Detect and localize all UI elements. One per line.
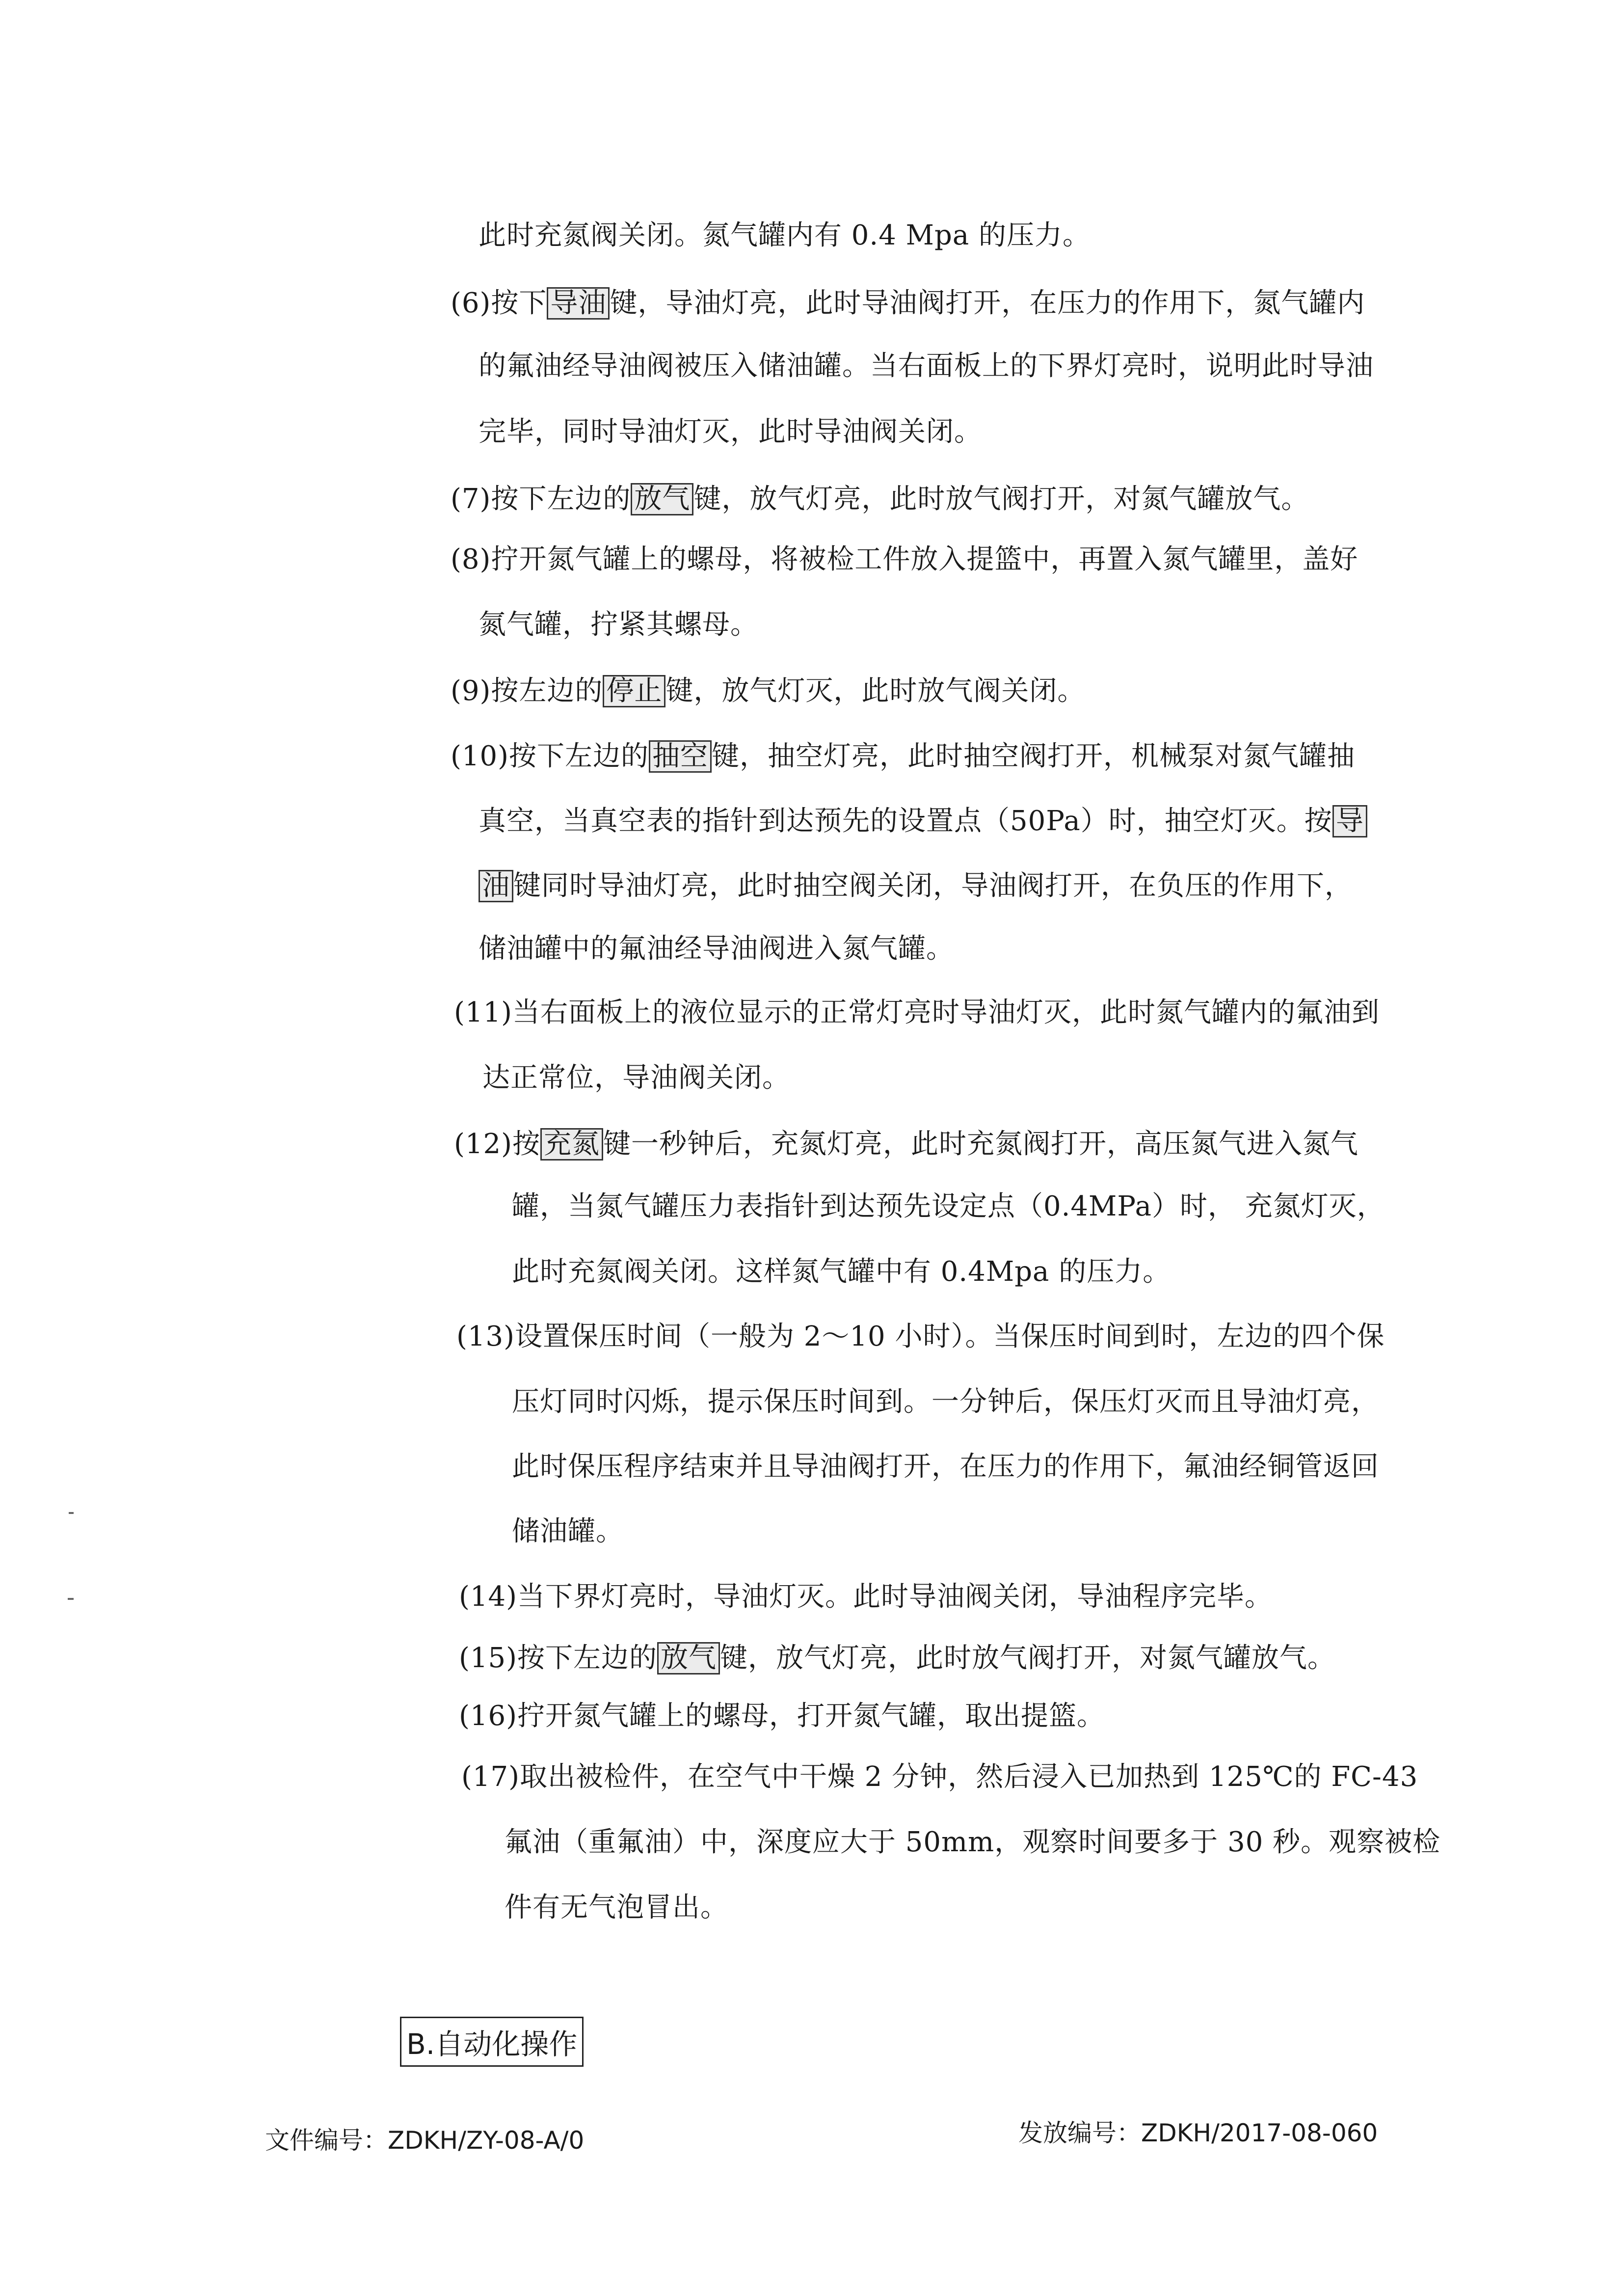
text-line: 氮气罐，拧紧其螺母。 xyxy=(479,609,758,641)
item-number: (7) xyxy=(451,483,491,515)
key-label-vent: 放气 xyxy=(631,483,693,515)
text: 按下 xyxy=(491,287,547,319)
list-item-7 xyxy=(451,483,1309,515)
key-label-guide-oil-part2: 油 xyxy=(479,870,513,902)
text: 键同时导油灯亮，此时抽空阀关闭，导油阀打开，在负压的作用下， xyxy=(513,870,1353,902)
item-number: (9) xyxy=(451,675,491,707)
key-label-nitrogen-fill: 充氮 xyxy=(540,1128,603,1161)
list-item-14 xyxy=(459,1583,1273,1611)
text-line: 此时保压程序结束并且导油阀打开，在压力的作用下，氟油经铜管返回 xyxy=(512,1451,1379,1483)
text-line xyxy=(479,805,1367,837)
text: 取出被检件，在空气中干燥 2 分钟，然后浸入已加热到 125℃的 FC-43 xyxy=(519,1761,1418,1793)
text-line: 的氟油经导油阀被压入储油罐。当右面板上的下界灯亮时，说明此时导油 xyxy=(479,350,1374,382)
list-item-8 xyxy=(451,543,1358,575)
text: 真空，当真空表的指针到达预先的设置点（50Pa）时，抽空灯灭。按 xyxy=(479,805,1332,837)
footer-file-number: 文件编号：ZDKH/ZY-08-A/0 xyxy=(265,2126,585,2155)
text-line: 氟油（重氟油）中，深度应大于 50mm，观察时间要多于 30 秒。观察被检 xyxy=(505,1826,1441,1858)
text: 按左边的 xyxy=(491,675,603,707)
text-line: 达正常位，导油阀关闭。 xyxy=(482,1062,790,1094)
key-label-guide-oil-part1: 导 xyxy=(1332,805,1367,837)
item-number: (16) xyxy=(459,1700,517,1732)
text: 按下左边的 xyxy=(491,483,631,515)
text: 键一秒钟后，充氮灯亮，此时充氮阀打开，高压氮气进入氮气 xyxy=(603,1128,1358,1160)
item-number: (12) xyxy=(454,1128,512,1160)
list-item-12 xyxy=(454,1128,1358,1161)
text: 当右面板上的液位显示的正常灯亮时导油灯灭，此时氮气罐内的氟油到 xyxy=(512,997,1380,1028)
item-number: (6) xyxy=(451,287,491,319)
text-line: 完毕，同时导油灯灭，此时导油阀关闭。 xyxy=(479,416,982,448)
text: 键，放气灯亮，此时放气阀打开，对氮气罐放气。 xyxy=(719,1642,1335,1674)
key-label-vent: 放气 xyxy=(657,1642,720,1675)
text: 键，放气灯亮，此时放气阀打开，对氮气罐放气。 xyxy=(693,483,1309,515)
text: 拧开氮气罐上的螺母，将被检工件放入提篮中，再置入氮气罐里，盖好 xyxy=(491,543,1358,575)
text: 当下界灯亮时，导油灯灭。此时导油阀关闭，导油程序完毕。 xyxy=(517,1581,1273,1613)
text-line: 件有无气泡冒出。 xyxy=(505,1891,728,1923)
text: 设置保压时间（一般为 2～10 小时）。当保压时间到时，左边的四个保 xyxy=(514,1321,1385,1352)
list-item-15 xyxy=(459,1642,1335,1675)
list-item-13 xyxy=(456,1323,1384,1351)
item-number: (10) xyxy=(451,740,509,772)
text-line: 此时充氮阀关闭。这样氮气罐中有 0.4Mpa 的压力。 xyxy=(512,1256,1171,1288)
text: 按 xyxy=(512,1128,540,1160)
item-number: (8) xyxy=(451,543,491,575)
list-item-17 xyxy=(461,1763,1418,1791)
list-item-11 xyxy=(454,999,1380,1026)
key-label-guide-oil: 导油 xyxy=(547,287,610,320)
item-number: (14) xyxy=(459,1581,517,1613)
text-line: 储油罐中的氟油经导油阀进入氮气罐。 xyxy=(479,933,954,965)
text: 键，导油灯亮，此时导油阀打开，在压力的作用下，氮气罐内 xyxy=(610,287,1365,319)
item-number: (13) xyxy=(456,1321,515,1352)
list-item-9 xyxy=(451,675,1085,707)
item-number: (17) xyxy=(461,1761,520,1793)
scan-speck xyxy=(69,1512,74,1514)
text-line: 此时充氮阀关闭。氮气罐内有 0.4 Mpa 的压力。 xyxy=(479,219,1091,251)
text-line: 压灯同时闪烁，提示保压时间到。一分钟后，保压灯灭而且导油灯亮， xyxy=(512,1386,1379,1418)
footer-issue-number: 发放编号：ZDKH/2017-08-060 xyxy=(1018,2119,1378,2147)
text-line: 罐，当氮气罐压力表指针到达预先设定点（0.4MPa）时， 充氮灯灭， xyxy=(512,1190,1385,1222)
section-title: B.自动化操作 xyxy=(400,2017,584,2067)
item-number: (11) xyxy=(454,997,512,1028)
text: 按下左边的 xyxy=(508,740,649,772)
key-label-stop: 停止 xyxy=(603,675,665,707)
scan-speck xyxy=(68,1598,74,1600)
text: 按下左边的 xyxy=(517,1642,657,1674)
text-line xyxy=(479,870,1353,902)
text: 拧开氮气罐上的螺母，打开氮气罐，取出提篮。 xyxy=(517,1700,1105,1732)
list-item-6 xyxy=(451,287,1365,320)
text: 键，放气灯灭，此时放气阀关闭。 xyxy=(665,675,1086,707)
key-label-evacuate: 抽空 xyxy=(649,740,712,773)
item-number: (15) xyxy=(459,1642,517,1674)
list-item-10 xyxy=(451,740,1355,773)
text: 键，抽空灯亮，此时抽空阀打开，机械泵对氮气罐抽 xyxy=(711,740,1355,772)
list-item-16 xyxy=(459,1702,1105,1730)
text-line: 储油罐。 xyxy=(512,1515,624,1547)
